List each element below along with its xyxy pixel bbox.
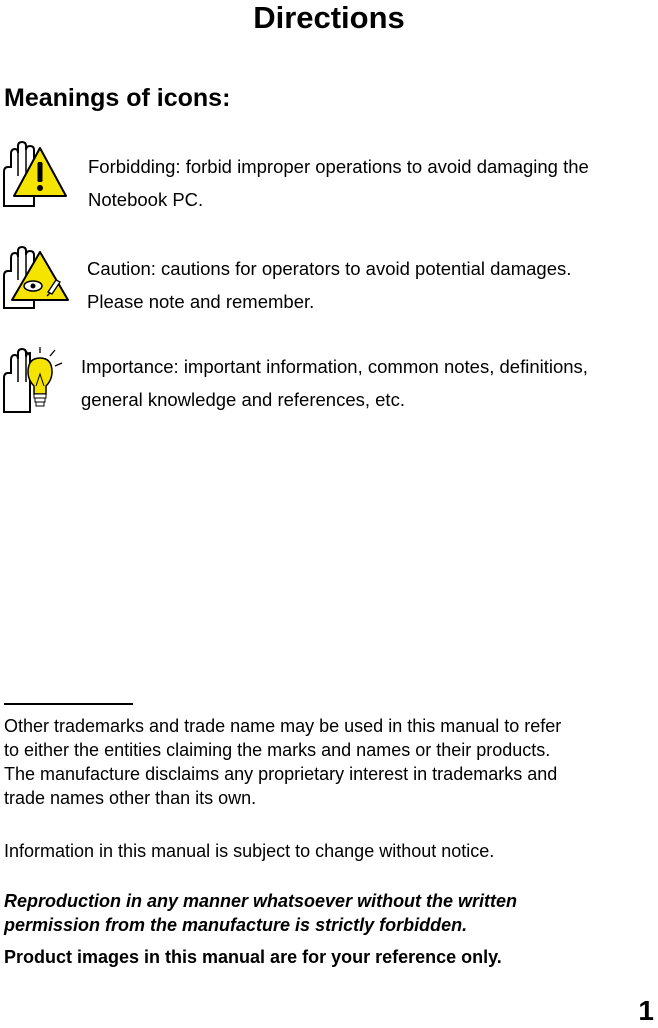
icon-row-caution bbox=[0, 246, 658, 316]
hand-stop-lightbulb-icon bbox=[0, 344, 72, 416]
trademarks-line-4: trade names other than its own. bbox=[4, 788, 257, 808]
importance-text-line-2: general knowledge and references, etc. bbox=[81, 389, 405, 410]
reproduction-line-1: Reproduction in any manner whatsoever without the written bbox=[4, 891, 518, 911]
caution-text-line-1: Caution: cautions for operators to avoid potential damages. bbox=[87, 258, 572, 279]
change-notice: Information in this manual is subject to change without notice. bbox=[4, 841, 495, 861]
reproduction-line-2: permission from the manufacture is strictly forbidden. bbox=[4, 915, 468, 935]
trademarks-line-2: to either the entities claiming the marks and names or their products. bbox=[4, 740, 551, 760]
footnote-divider bbox=[4, 703, 133, 705]
forbidding-text-line-1: Forbidding: forbid improper operations to avoid damaging the bbox=[88, 156, 589, 177]
section-heading-icons: Meanings of icons: bbox=[4, 84, 231, 112]
trademarks-line-3: The manufacture disclaims any proprietary interest in trademarks and bbox=[4, 764, 558, 784]
hand-stop-eye-caution-icon bbox=[0, 246, 72, 312]
importance-text-line-1: Importance: important information, common notes, definitions, bbox=[81, 356, 588, 377]
trademarks-line-1: Other trademarks and trade name may be used in this manual to refer bbox=[4, 716, 562, 736]
icon-row-forbidding bbox=[0, 140, 658, 210]
forbidding-text-line-2: Notebook PC. bbox=[88, 189, 204, 210]
hand-stop-exclamation-icon bbox=[0, 140, 72, 210]
page-number: 1 bbox=[638, 995, 654, 1026]
icon-row-importance bbox=[0, 344, 658, 418]
caution-text-line-2: Please note and remember. bbox=[87, 291, 315, 312]
page-title: Directions bbox=[253, 0, 405, 35]
product-images-notice: Product images in this manual are for your reference only. bbox=[4, 947, 502, 967]
